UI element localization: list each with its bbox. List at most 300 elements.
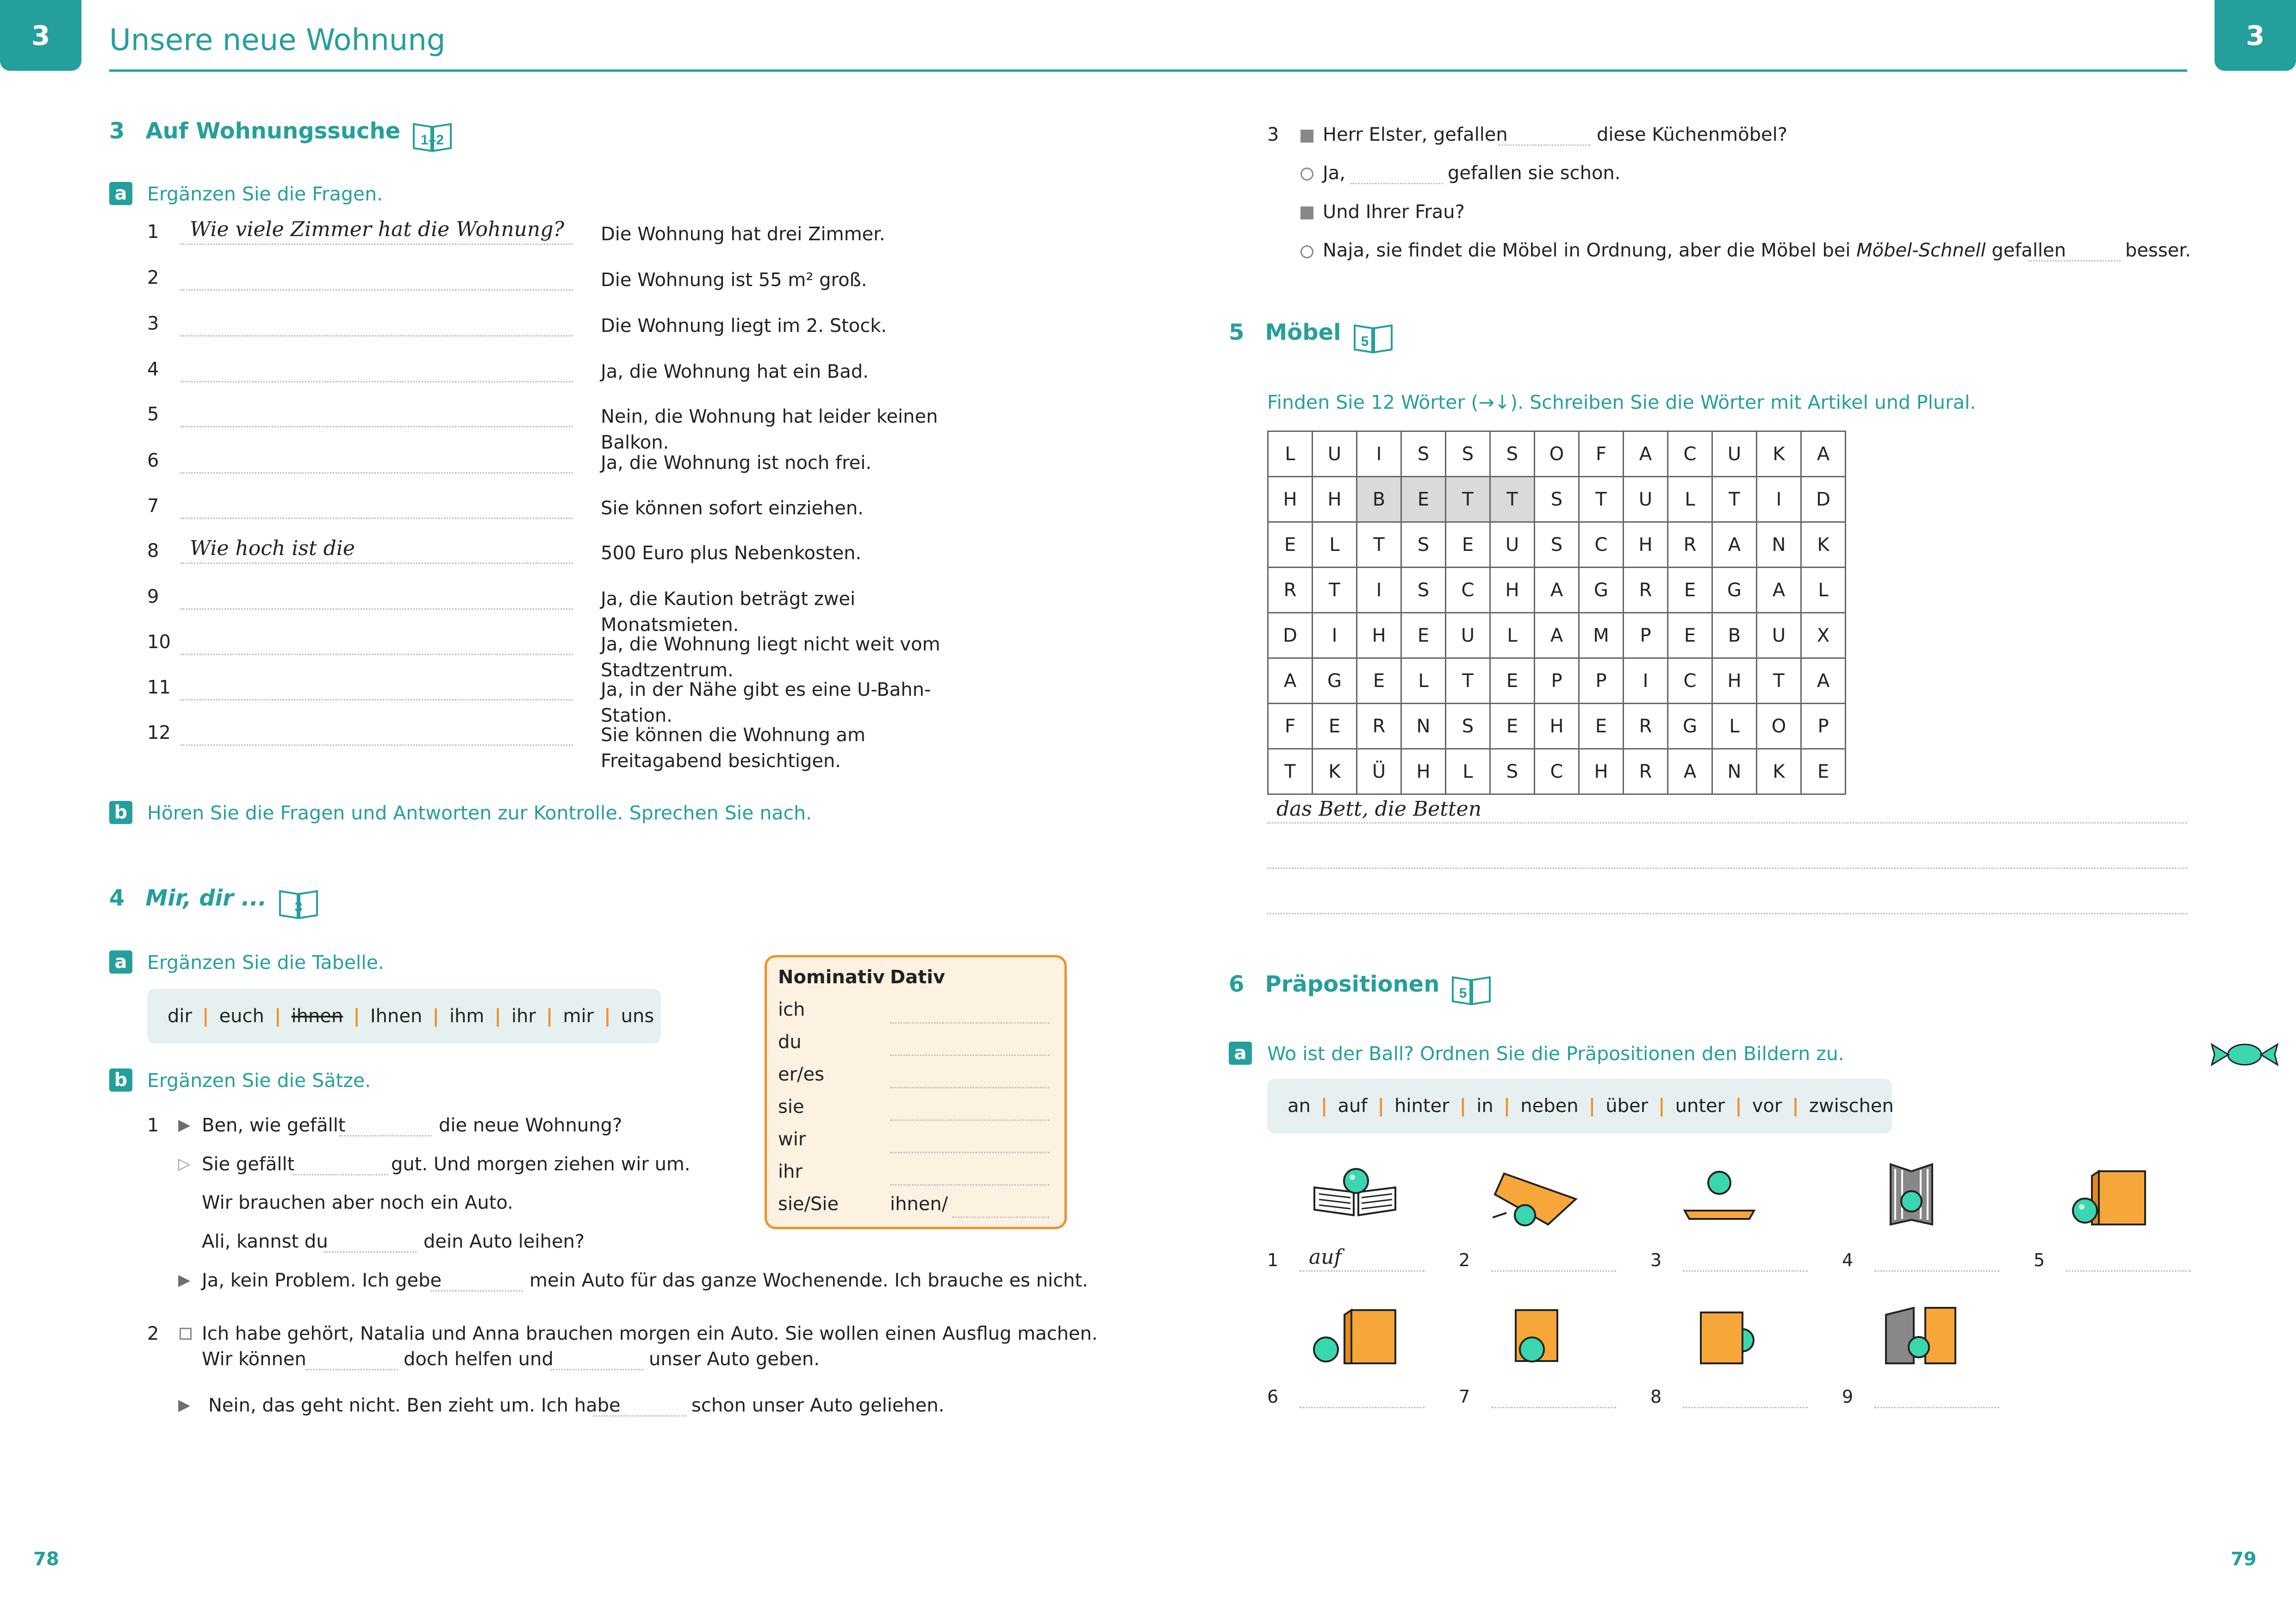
picture-number: 7 xyxy=(1459,1387,1470,1407)
dialog-text: gefallen xyxy=(1991,240,2066,261)
blank-field[interactable] xyxy=(305,1369,398,1370)
grid-cell[interactable]: F xyxy=(1579,431,1624,477)
exercise-title: Auf Wohnungssuche xyxy=(145,118,401,144)
grid-cell[interactable]: E xyxy=(1490,704,1535,749)
separator: | xyxy=(432,1006,439,1027)
grid-cell[interactable]: S xyxy=(1535,477,1579,522)
grid-cell[interactable]: S xyxy=(1490,749,1535,794)
grid-cell[interactable]: I xyxy=(1757,477,1801,522)
instruction: Ergänzen Sie die Fragen. xyxy=(147,183,383,205)
item-number: 1 xyxy=(147,221,159,243)
grid-cell[interactable]: H xyxy=(1357,613,1401,658)
picture-number: 9 xyxy=(1842,1387,1854,1407)
grid-cell[interactable]: H xyxy=(1268,477,1313,522)
answer-line[interactable] xyxy=(180,699,573,700)
dativ-blank[interactable] xyxy=(952,1217,1049,1218)
grid-cell[interactable]: R xyxy=(1624,749,1668,794)
grid-cell[interactable]: S xyxy=(1401,431,1446,477)
word-option: euch xyxy=(219,1006,264,1027)
word-option: uns xyxy=(621,1006,654,1027)
grid-cell[interactable]: T xyxy=(1712,477,1757,522)
picture-number: 6 xyxy=(1267,1387,1279,1407)
dialog-line: besser. xyxy=(2125,240,2191,261)
answer-text: 500 Euro plus Nebenkosten. xyxy=(601,543,862,564)
dialog-line: Nein, das geht nicht. Ben zieht um. Ich habe xyxy=(208,1395,621,1416)
grid-cell[interactable]: F xyxy=(1268,704,1313,749)
dialog-text: Naja, sie findet die Möbel in Ordnung, aber die Möbel bei xyxy=(1323,240,1851,261)
instruction: Ergänzen Sie die Sätze. xyxy=(147,1069,371,1092)
exercise-3-heading xyxy=(109,118,453,153)
grid-cell[interactable]: N xyxy=(1712,749,1757,794)
exercise-title: Möbel xyxy=(1265,319,1341,345)
exercise-title: Mir, dir ... xyxy=(145,885,267,911)
grid-cell[interactable]: O xyxy=(1535,431,1579,477)
nominativ-cell: sie/Sie xyxy=(778,1193,839,1215)
page-title: Unsere neue Wohnung xyxy=(109,23,446,57)
dialog-line: unser Auto geben. xyxy=(649,1349,820,1370)
grid-cell[interactable]: T xyxy=(1579,477,1624,522)
page-number-left: 78 xyxy=(33,1549,59,1570)
answer-line[interactable] xyxy=(180,472,573,474)
item-number: 4 xyxy=(147,359,159,380)
grid-cell[interactable]: H xyxy=(1624,522,1668,568)
grid-cell[interactable]: T xyxy=(1446,477,1490,522)
part-badge-b: b xyxy=(109,1068,132,1092)
grid-cell[interactable]: L xyxy=(1490,613,1535,658)
separator: | xyxy=(546,1006,553,1027)
item-number: 6 xyxy=(147,450,159,471)
book-ball-beside-icon xyxy=(1307,1303,1400,1368)
grid-cell[interactable]: C xyxy=(1579,522,1624,568)
separator: | xyxy=(1658,1095,1665,1117)
book-ref: 5 xyxy=(1361,333,1369,349)
grid-cell[interactable]: G xyxy=(1668,704,1712,749)
grid-cell[interactable]: S xyxy=(1535,522,1579,568)
part-badge-b: b xyxy=(109,801,132,824)
answer-text: Ja, die Wohnung liegt nicht weit vom Stadtzentrum. xyxy=(601,634,940,681)
dialog-line: Herr Elster, gefallen xyxy=(1323,124,1508,145)
grid-cell[interactable]: P xyxy=(1624,613,1668,658)
blank-field[interactable] xyxy=(1499,144,1590,146)
grid-cell[interactable]: N xyxy=(1401,704,1446,749)
dativ-blank[interactable] xyxy=(890,1022,1049,1024)
answer-text: Die Wohnung liegt im 2. Stock. xyxy=(601,315,887,337)
grid-cell[interactable]: H xyxy=(1579,749,1624,794)
speaker-c-icon xyxy=(180,1328,192,1340)
grid-cell[interactable]: M xyxy=(1579,613,1624,658)
answer-line[interactable] xyxy=(1683,1270,1808,1272)
answer-text: Sie können die Wohnung am Freitagabend besichtigen. xyxy=(601,725,865,772)
word-search-grid xyxy=(1267,431,1846,795)
speaker-a-icon: ▶ xyxy=(178,1271,191,1289)
dialog-line: Und Ihrer Frau? xyxy=(1323,201,1465,223)
grid-cell[interactable]: E xyxy=(1313,704,1357,749)
dialog-line: Wir können xyxy=(202,1349,306,1370)
dativ-blank[interactable] xyxy=(890,1184,1049,1186)
book-ball-on-icon xyxy=(1310,1164,1402,1224)
word-option: hinter xyxy=(1394,1095,1450,1117)
dialog-line: Ja, kein Problem. Ich gebe xyxy=(202,1270,442,1291)
grid-cell[interactable]: A xyxy=(1801,658,1846,704)
grid-cell[interactable]: D xyxy=(1801,477,1846,522)
grid-cell[interactable]: T xyxy=(1490,477,1535,522)
answer-text: Ja, die Wohnung hat ein Bad. xyxy=(601,361,869,382)
answer-text: Ja, die Kaution beträgt zwei Monatsmieten. xyxy=(601,588,856,636)
header-divider xyxy=(109,69,2187,72)
picture-number: 1 xyxy=(1267,1250,1279,1270)
grid-cell[interactable]: A xyxy=(1268,658,1313,704)
grid-cell[interactable]: G xyxy=(1579,568,1624,613)
dialog-line: Ich habe gehört, Natalia und Anna brauchen morgen ein Auto. Sie wollen einen Ausflug machen. xyxy=(202,1323,1098,1344)
answer-line[interactable] xyxy=(180,518,573,519)
grid-cell[interactable]: I xyxy=(1313,613,1357,658)
grid-cell[interactable]: T xyxy=(1357,522,1401,568)
grid-cell[interactable]: D xyxy=(1268,613,1313,658)
separator: | xyxy=(202,1006,209,1027)
answer-line[interactable] xyxy=(2066,1270,2191,1272)
grid-cell[interactable]: K xyxy=(1757,431,1801,477)
grid-cell[interactable]: P xyxy=(1579,658,1624,704)
dialog-line: gut. Und morgen ziehen wir um. xyxy=(391,1154,691,1175)
grid-cell[interactable]: P xyxy=(1801,704,1846,749)
separator: | xyxy=(494,1006,501,1027)
separator: | xyxy=(353,1006,360,1027)
speaker-a-icon: ▶ xyxy=(178,1396,191,1414)
dialog-line: die neue Wohnung? xyxy=(439,1115,622,1136)
grid-cell[interactable]: N xyxy=(1757,522,1801,568)
grid-cell[interactable]: S xyxy=(1446,704,1490,749)
grid-cell[interactable]: R xyxy=(1268,568,1313,613)
grid-cell[interactable]: S xyxy=(1401,522,1446,568)
table-header-dativ: Dativ xyxy=(890,967,946,988)
part-badge-a: a xyxy=(1229,1042,1252,1065)
blank-field[interactable] xyxy=(293,1174,388,1175)
sentence-number: 3 xyxy=(1267,124,1279,145)
grid-cell[interactable]: S xyxy=(1490,431,1535,477)
book-ref: 3 xyxy=(294,899,303,915)
answer-text: Nein, die Wohnung hat leider keinen Balkon. xyxy=(601,406,938,453)
separator: | xyxy=(1503,1095,1511,1117)
blank-field[interactable] xyxy=(593,1415,686,1417)
chapter-badge-right xyxy=(2215,0,2296,71)
grid-cell[interactable]: E xyxy=(1268,522,1313,568)
grid-cell[interactable]: R xyxy=(1668,522,1712,568)
answer-text: Die Wohnung hat drei Zimmer. xyxy=(601,224,885,245)
instruction: Wo ist der Ball? Ordnen Sie die Präpositionen den Bildern zu. xyxy=(1267,1043,1844,1065)
grid-cell[interactable]: H xyxy=(1490,568,1535,613)
book-icon xyxy=(412,120,453,153)
grid-row xyxy=(1268,749,1846,794)
answer-line[interactable] xyxy=(180,654,573,655)
book-ref: 5 xyxy=(1459,985,1467,1001)
grid-cell[interactable]: I xyxy=(1357,431,1401,477)
grid-cell[interactable]: L xyxy=(1446,749,1490,794)
blank-field[interactable] xyxy=(339,1135,432,1137)
grid-cell[interactable]: T xyxy=(1757,658,1801,704)
grid-cell[interactable]: E xyxy=(1401,477,1446,522)
sentence-number: 2 xyxy=(147,1323,159,1344)
dialog-line: Ja, xyxy=(1323,162,1346,184)
grid-cell[interactable]: H xyxy=(1313,477,1357,522)
grid-cell[interactable]: H xyxy=(1535,704,1579,749)
nominativ-cell: sie xyxy=(778,1096,804,1118)
book-ball-between-icon xyxy=(1879,1301,1962,1368)
grid-cell[interactable]: U xyxy=(1490,522,1535,568)
grid-cell[interactable]: E xyxy=(1446,522,1490,568)
dialog-line xyxy=(1323,240,2066,261)
item-number: 5 xyxy=(147,404,159,425)
dative-table xyxy=(765,955,1067,1229)
grid-cell[interactable]: L xyxy=(1313,522,1357,568)
exercise-6-heading xyxy=(1229,971,1492,1006)
instruction: Finden Sie 12 Wörter (→↓). Schreiben Sie die Wörter mit Artikel und Plural. xyxy=(1267,391,1976,413)
grid-cell[interactable]: E xyxy=(1668,568,1712,613)
separator: | xyxy=(1459,1095,1467,1117)
answer-line[interactable] xyxy=(1491,1407,1616,1408)
grid-cell[interactable]: I xyxy=(1624,658,1668,704)
table-header-nominativ: Nominativ xyxy=(778,967,885,988)
grid-cell[interactable]: U xyxy=(1446,613,1490,658)
word-option: an xyxy=(1288,1095,1311,1117)
grid-cell[interactable]: Ü xyxy=(1357,749,1401,794)
item-number: 8 xyxy=(147,540,159,562)
picture-number: 5 xyxy=(2034,1250,2045,1270)
answer-line[interactable] xyxy=(180,289,573,291)
grid-cell[interactable]: B xyxy=(1357,477,1401,522)
speaker-circle-icon xyxy=(1300,168,1313,181)
blank-field[interactable] xyxy=(430,1290,523,1292)
dativ-blank[interactable] xyxy=(890,1055,1049,1056)
word-box xyxy=(147,989,661,1043)
answer-line[interactable] xyxy=(1300,1270,1425,1272)
grid-cell[interactable]: K xyxy=(1801,522,1846,568)
grid-cell[interactable]: L xyxy=(1268,431,1313,477)
answer-line[interactable] xyxy=(1874,1270,1999,1272)
grid-cell[interactable]: B xyxy=(1712,613,1757,658)
exercise-4-heading xyxy=(109,885,319,920)
grid-cell[interactable]: E xyxy=(1401,613,1446,658)
grid-cell[interactable]: E xyxy=(1357,658,1401,704)
item-number: 10 xyxy=(147,631,171,653)
example-answer: das Bett, die Betten xyxy=(1276,797,1482,821)
dativ-blank[interactable] xyxy=(890,1119,1049,1121)
dialog-line: Ben, wie gefällt xyxy=(202,1115,346,1136)
dialog-line: Wir brauchen aber noch ein Auto. xyxy=(202,1192,513,1213)
word-option: dir xyxy=(168,1006,192,1027)
word-option: mir xyxy=(563,1006,594,1027)
grid-cell[interactable]: A xyxy=(1624,431,1668,477)
grid-cell[interactable]: E xyxy=(1801,749,1846,794)
book-icon xyxy=(278,887,319,920)
grid-cell[interactable]: P xyxy=(1535,658,1579,704)
nominativ-cell: ich xyxy=(778,999,805,1020)
picture-number: 2 xyxy=(1459,1250,1470,1270)
grid-cell[interactable]: T xyxy=(1446,658,1490,704)
grid-cell[interactable]: H xyxy=(1712,658,1757,704)
grid-cell[interactable]: X xyxy=(1801,613,1846,658)
answer-line[interactable] xyxy=(180,335,573,337)
answer-text: Sie können sofort einziehen. xyxy=(601,498,864,519)
answer-line[interactable] xyxy=(180,562,573,564)
grid-cell[interactable]: E xyxy=(1490,658,1535,704)
book-ref: 1–2 xyxy=(421,132,444,148)
answer-line[interactable] xyxy=(180,426,573,427)
grid-row xyxy=(1268,568,1846,613)
grid-cell[interactable]: A xyxy=(1757,568,1801,613)
speaker-square-icon xyxy=(1300,206,1313,219)
grid-cell[interactable]: U xyxy=(1624,477,1668,522)
dialog-line: gefallen sie schon. xyxy=(1448,162,1621,184)
book-icon xyxy=(1353,322,1394,354)
book-ball-before-icon xyxy=(2064,1164,2152,1229)
blank-field[interactable] xyxy=(324,1251,417,1253)
blank-field[interactable] xyxy=(2028,260,2121,262)
book-ball-front-icon xyxy=(1502,1303,1567,1368)
book-icon xyxy=(1451,974,1492,1006)
word-option: Ihnen xyxy=(370,1006,423,1027)
grid-cell[interactable]: H xyxy=(1401,749,1446,794)
answer-text: Ja, die Wohnung ist noch frei. xyxy=(601,452,872,474)
chapter-badge-left xyxy=(0,0,81,71)
word-option: vor xyxy=(1752,1095,1782,1117)
grid-cell[interactable]: C xyxy=(1668,431,1712,477)
grid-cell[interactable]: G xyxy=(1712,568,1757,613)
grid-cell[interactable]: C xyxy=(1446,568,1490,613)
grid-row xyxy=(1268,477,1846,522)
brand-name: Möbel-Schnell xyxy=(1856,240,1986,261)
word-option: zwischen xyxy=(1809,1095,1894,1117)
word-box xyxy=(1267,1079,1892,1133)
grid-cell[interactable]: O xyxy=(1757,704,1801,749)
answer-line[interactable] xyxy=(180,608,573,610)
answer-line[interactable] xyxy=(180,381,573,382)
grid-cell[interactable]: R xyxy=(1357,704,1401,749)
answer-line[interactable] xyxy=(1491,1270,1616,1272)
grid-cell[interactable]: I xyxy=(1357,568,1401,613)
word-option: neben xyxy=(1520,1095,1579,1117)
book-ball-in-icon xyxy=(1884,1160,1939,1229)
dialog-line: doch helfen und xyxy=(404,1349,554,1370)
nominativ-cell: er/es xyxy=(778,1064,824,1085)
speaker-circle-icon xyxy=(1300,245,1313,258)
answer-text: Ja, in der Nähe gibt es eine U-Bahn-Station. xyxy=(601,679,931,726)
word-option: über xyxy=(1605,1095,1649,1117)
instruction: Hören Sie die Fragen und Antworten zur Kontrolle. Sprechen Sie nach. xyxy=(147,802,812,824)
exercise-5-heading xyxy=(1229,319,1394,354)
dialog-line: dein Auto leihen? xyxy=(423,1231,585,1252)
dialog-line: schon unser Auto geliehen. xyxy=(691,1395,945,1416)
nominativ-cell: du xyxy=(778,1031,802,1053)
grid-cell[interactable]: C xyxy=(1535,749,1579,794)
grid-row xyxy=(1268,704,1846,749)
grid-cell[interactable]: L xyxy=(1712,704,1757,749)
item-number: 7 xyxy=(147,495,159,517)
item-number: 3 xyxy=(147,313,159,334)
grid-cell[interactable]: T xyxy=(1268,749,1313,794)
blank-field[interactable] xyxy=(551,1369,643,1370)
answer-line[interactable] xyxy=(1267,822,2187,824)
separator: | xyxy=(1588,1095,1596,1117)
answer-line[interactable] xyxy=(1300,1407,1425,1408)
separator: | xyxy=(1735,1095,1742,1117)
grid-cell[interactable]: L xyxy=(1401,658,1446,704)
speaker-square-icon xyxy=(1300,130,1313,143)
answer-line[interactable] xyxy=(1267,913,2187,914)
answer-line[interactable] xyxy=(180,744,573,746)
grid-cell[interactable]: K xyxy=(1757,749,1801,794)
separator: | xyxy=(604,1006,611,1027)
grid-cell[interactable]: E xyxy=(1579,704,1624,749)
answer-line[interactable] xyxy=(1267,868,2187,869)
word-option: ihm xyxy=(449,1006,485,1027)
speaker-b-icon: ▷ xyxy=(178,1155,191,1173)
dativ-blank[interactable] xyxy=(890,1087,1049,1088)
answer-line[interactable] xyxy=(1874,1407,1999,1408)
answer-line[interactable] xyxy=(180,244,573,245)
nominativ-cell: wir xyxy=(778,1129,806,1150)
grid-cell[interactable]: A xyxy=(1535,613,1579,658)
grid-cell[interactable]: R xyxy=(1624,568,1668,613)
exercise-title: Präpositionen xyxy=(1265,971,1440,997)
speaker-a-icon: ▶ xyxy=(178,1116,191,1134)
grid-cell[interactable]: A xyxy=(1801,431,1846,477)
page-number-right: 79 xyxy=(2231,1549,2257,1570)
separator: | xyxy=(274,1006,281,1027)
grid-cell[interactable]: S xyxy=(1446,431,1490,477)
dialog-line: Sie gefällt xyxy=(202,1154,295,1175)
grid-cell[interactable]: L xyxy=(1668,477,1712,522)
item-number: 11 xyxy=(147,677,171,698)
grid-cell[interactable]: S xyxy=(1401,568,1446,613)
grid-cell[interactable]: K xyxy=(1313,749,1357,794)
exercise-number: 5 xyxy=(1229,319,1244,345)
separator: | xyxy=(1792,1095,1799,1117)
item-number: 9 xyxy=(147,586,159,607)
grid-cell[interactable]: C xyxy=(1668,658,1712,704)
grid-row xyxy=(1268,613,1846,658)
sentence-number: 1 xyxy=(147,1115,159,1136)
blank-field[interactable] xyxy=(1350,183,1443,184)
book-ball-over-icon xyxy=(1680,1169,1759,1227)
grid-cell[interactable]: U xyxy=(1313,431,1357,477)
book-ball-under-icon xyxy=(1488,1167,1585,1227)
picture-number: 8 xyxy=(1650,1387,1662,1407)
grid-cell[interactable]: A xyxy=(1668,749,1712,794)
nominativ-cell: ihr xyxy=(778,1161,803,1182)
grid-cell[interactable]: E xyxy=(1668,613,1712,658)
grid-cell[interactable]: L xyxy=(1801,568,1846,613)
grid-cell[interactable]: T xyxy=(1313,568,1357,613)
book-ball-behind-icon xyxy=(1692,1303,1761,1368)
grid-cell[interactable]: A xyxy=(1712,522,1757,568)
grid-cell[interactable]: A xyxy=(1535,568,1579,613)
answer-line[interactable] xyxy=(1683,1407,1808,1408)
handwritten-answer: Wie viele Zimmer hat die Wohnung? xyxy=(190,218,565,241)
picture-number: 4 xyxy=(1842,1250,1854,1270)
instruction: Ergänzen Sie die Tabelle. xyxy=(147,951,384,974)
handwritten-answer: auf xyxy=(1309,1245,1342,1269)
dativ-blank[interactable] xyxy=(890,1152,1049,1153)
grid-cell[interactable]: R xyxy=(1624,704,1668,749)
dialog-line: Ali, kannst du xyxy=(202,1231,328,1252)
grid-cell[interactable]: G xyxy=(1313,658,1357,704)
word-option: unter xyxy=(1675,1095,1725,1117)
grid-cell[interactable]: U xyxy=(1757,613,1801,658)
grid-cell[interactable]: U xyxy=(1712,431,1757,477)
grid-row xyxy=(1268,522,1846,568)
grid-row xyxy=(1268,658,1846,704)
exercise-number: 4 xyxy=(109,885,125,911)
